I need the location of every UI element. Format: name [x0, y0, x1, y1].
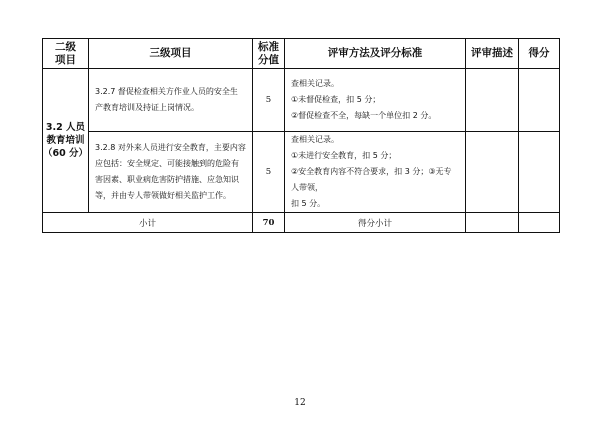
subtotal-description-cell[interactable]: [466, 213, 519, 233]
item-text-line: 3.2.7 督促检查相关方作业人员的安全生: [95, 87, 238, 96]
header-review-description: 评审描述: [466, 39, 519, 69]
header-review-method: 评审方法及评分标准: [285, 39, 466, 69]
subtotal-score-cell[interactable]: [519, 213, 560, 233]
header-score-line2: 分值: [258, 53, 279, 66]
criteria-cell: [285, 69, 466, 132]
subtotal-value: 70: [253, 213, 285, 233]
table-row: [43, 132, 560, 213]
criteria-line: 查相关记录。: [291, 135, 339, 144]
category-line2: 教育培训: [46, 135, 85, 146]
item-text-line: 3.2.8 对外来人员进行安全教育，主要内容: [95, 143, 246, 152]
table-row: [43, 69, 560, 132]
standard-score-cell: 5: [253, 132, 285, 213]
obtained-score-cell[interactable]: [519, 69, 560, 132]
table-header-row: [43, 39, 560, 69]
header-level3-item: 三级项目: [89, 39, 253, 69]
item-cell: [89, 69, 253, 132]
criteria-line: 扣 5 分。: [291, 199, 326, 208]
header-standard-score: [253, 39, 285, 69]
item-text-line: 产教育培训及持证上岗情况。: [95, 103, 199, 112]
evaluation-table: [42, 38, 560, 233]
criteria-line: ①未进行安全教育，扣 5 分；: [291, 151, 397, 160]
category-cell: [43, 69, 89, 213]
item-cell: [89, 132, 253, 213]
header-level2-line1: 二级: [55, 40, 76, 53]
category-line3: （60 分）: [43, 148, 89, 159]
standard-score-cell: 5: [253, 69, 285, 132]
header-obtained-score: 得分: [519, 39, 560, 69]
criteria-line: ②督促检查不全，每缺一个单位扣 2 分。: [291, 111, 437, 120]
item-text-line: 害因素、职业病危害防护措施、应急知识: [95, 175, 239, 184]
item-text-line: 等，并由专人带领做好相关监护工作。: [95, 191, 231, 200]
item-text-line: 应包括：安全规定、可能接触到的危险有: [95, 159, 239, 168]
review-description-cell[interactable]: [466, 69, 519, 132]
obtained-score-cell[interactable]: [519, 132, 560, 213]
header-level2-line2: 项目: [55, 53, 76, 66]
subtotal-label: 小计: [43, 213, 253, 233]
score-subtotal-label: 得分小计: [285, 213, 466, 233]
criteria-line: ①未督促检查，扣 5 分；: [291, 95, 381, 104]
criteria-line: 查相关记录。: [291, 79, 339, 88]
review-description-cell[interactable]: [466, 132, 519, 213]
header-score-line1: 标准: [258, 40, 279, 53]
header-level2-item: [43, 39, 89, 69]
page-number: 12: [294, 398, 306, 408]
criteria-cell: [285, 132, 466, 213]
criteria-line: ②安全教育内容不符合要求，扣 3 分；③无专人带领，: [291, 167, 452, 192]
subtotal-row: [43, 213, 560, 233]
category-line1: 3.2 人员: [45, 122, 86, 133]
